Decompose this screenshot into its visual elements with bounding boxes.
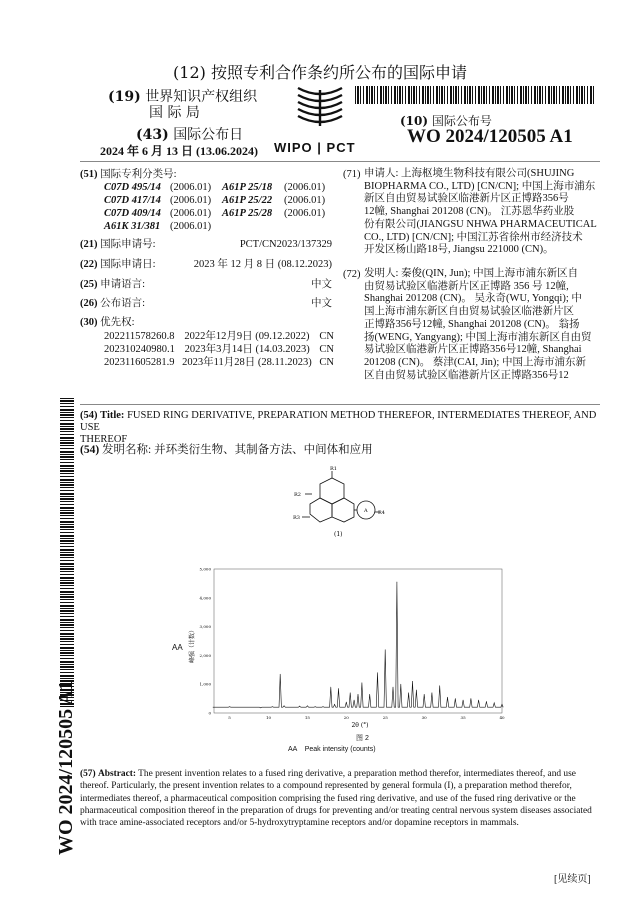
data-point (455, 698, 456, 699)
side-publication-number: WO 2024/120505 A1 (55, 680, 77, 855)
y-tick-label: 3,000 (199, 624, 211, 630)
priority-row: 202311605281.9 2023年11月28日 (28.11.2023) CN (104, 357, 334, 368)
data-point (292, 707, 293, 708)
filing-lang-row: (25) 申请语言: 中文 (80, 279, 332, 290)
data-point (385, 649, 386, 650)
chart-aa-label: AA (172, 643, 183, 652)
data-point (315, 706, 316, 707)
data-point (346, 702, 347, 703)
x-tick-label: 40 (499, 715, 505, 720)
x-ticks (228, 715, 505, 720)
data-point (358, 694, 359, 695)
xrpd-chart-svg (184, 565, 506, 735)
data-point (284, 706, 285, 707)
chemical-structure (290, 462, 390, 542)
data-point (494, 703, 495, 704)
pub-date-heading: (43) 国际公布日 (136, 127, 244, 143)
r2-label: R2 (294, 492, 301, 498)
data-point (447, 697, 448, 698)
x-axis-label: 2θ (°) (351, 722, 369, 729)
inventor-code: (72) (343, 269, 361, 280)
y-tick-label: 1,000 (199, 681, 211, 687)
y-tick-label: 0 (208, 710, 211, 716)
continued-note: [见续页] (554, 874, 591, 885)
data-point (377, 672, 378, 673)
formula-label: (1) (334, 531, 343, 538)
org-sub: 国 际 局 (149, 105, 200, 121)
y-ticks (200, 567, 212, 716)
data-point (260, 708, 261, 709)
data-point (323, 706, 324, 707)
r4-label: R4 (378, 510, 385, 516)
data-point (502, 704, 503, 705)
data-point (307, 706, 308, 707)
app-no-row: (21) 国际申请号: PCT/CN2023/137329 (80, 239, 332, 250)
data-point (393, 687, 394, 688)
data-point (412, 681, 413, 682)
data-point (350, 693, 351, 694)
data-point (432, 693, 433, 694)
abstract-block: (57) Abstract: The present invention relates to a fused ring derivative, a preparation method therefor, intermediates thereof, and use thereof. Particularly, the present invention relates to a compound represented by general formula (I), a preparation method therefor, intermediates thereof, a pharmaceutical composition comprising the fused ring derivative, and use of the fused ring derivative or the pharmaceutical composition thereof in the preparation of drugs for preventing and/or treating central nervous system diseases associated with trace amine-associated receptors and/or 5-hydroxytryptamine receptors and/or dopamine receptors in mammals. (80, 769, 592, 829)
data-point (229, 706, 230, 707)
data-point (471, 698, 472, 699)
title-en: (54) Title: FUSED RING DERIVATIVE, PREPARATION METHOD THEREFOR, INTERMEDIATES THEREOF, AND USE THEREOF (80, 410, 597, 445)
x-tick-label: 30 (421, 715, 427, 720)
filing-date-row: (22) 国际申请日: 2023 年 12 月 8 日 (08.12.2023) (80, 259, 332, 270)
figure-caption: AA Peak intensity (counts) (288, 746, 376, 753)
data-point (416, 690, 417, 691)
ipc-list (104, 181, 344, 233)
plot-border (214, 569, 502, 713)
pub-lang-row: (26) 公布语言: 中文 (80, 298, 332, 309)
ring-a-label: A (364, 508, 368, 514)
data-point (486, 701, 487, 702)
inventor-block: 发明人: 秦俊(QIN, Jun); 中国上海市浦东新区自 由贸易试验区临港新片区正博路 356 号 12幢, Shanghai 201208 (CN)。 吴永奇(WU, Yongqi); 中 国上海市浦东新区自由贸易试验区临港新片区 正博路356号12幢, Shanghai 201208 (CN)。 翁扬 扬(WENG, Yangyang); 中国上海市浦东新区自由贸 易试验区临港新片区正博路356号12幢, Shanghai 201208 (CN)。 蔡津(CAI, Jin); 中国上海市浦东新 区自由贸易试验区临港新片区正博路356号12 (364, 268, 592, 381)
applicant-block: 申请人: 上海枢境生物科技有限公司(SHUJING BIOPHARMA CO., LTD) [CN/CN]; 中国上海市浦东 新区自由贸易试验区临港新片区正博路356号 12幢, Shanghai 201208 (CN)。 江苏恩华药业股 份有限公司(JIANGSU NHWA PHARMACEUTICAL CO., LTD) [CN/CN]; 中国江苏省徐州市经济技术 开发区杨山路18号, Jiangsu 221000 (CN)。 (364, 168, 597, 256)
x-tick-label: 5 (228, 715, 231, 720)
ipc-row: C07D 417/14 (2006.01) A61P 25/22 (2006.01) (104, 195, 326, 206)
pub-no-heading: (10) 国际公布号 (400, 114, 492, 128)
data-point (354, 700, 355, 701)
ipc-row: A61K 31/381 (2006.01) (104, 221, 212, 232)
y-tick-label: 4,000 (199, 595, 211, 601)
data-point (439, 685, 440, 686)
y-axis-label: 峰强（计数） (189, 626, 196, 664)
pub-date-value: 2024 年 6 月 13 日 (13.06.2024) (100, 144, 258, 158)
ipc-block: (51) 国际专利分类号: (80, 169, 177, 180)
y-tick-label: 2,000 (199, 652, 211, 658)
data-points (214, 582, 503, 708)
x-tick-label: 10 (265, 715, 272, 720)
ipc-row: C07D 409/14 (2006.01) A61P 25/28 (2006.01) (104, 208, 326, 219)
diffraction-trace (213, 582, 503, 708)
data-point (408, 693, 409, 694)
data-point (338, 688, 339, 689)
publication-number: WO 2024/120505 A1 (407, 126, 573, 147)
wipo-logo-text: WIPO | PCT (274, 140, 356, 155)
data-point (397, 582, 398, 583)
plot-frame (214, 569, 502, 713)
data-point (299, 706, 300, 707)
data-point (214, 707, 215, 708)
priority-table (104, 330, 334, 369)
data-point (280, 674, 281, 675)
data-point (401, 684, 402, 685)
org-code: (19) (108, 89, 141, 105)
title-zh: (54) 发明名称: 并环类衍生物、其制备方法、中间体和应用 (80, 444, 373, 456)
data-point (369, 694, 370, 695)
wipo-emblem-icon (290, 82, 350, 144)
data-point (245, 707, 246, 708)
applicant-code: (71) (343, 169, 361, 180)
xrpd-chart (184, 565, 506, 735)
wipo-logo (290, 82, 350, 144)
data-point (334, 704, 335, 705)
x-tick-label: 25 (382, 715, 388, 720)
y-tick-label: 5,000 (199, 566, 211, 572)
priority-heading: (30) 优先权: (80, 317, 135, 328)
side-barcode (60, 398, 74, 708)
data-point (463, 700, 464, 701)
r3-label: R3 (293, 515, 300, 521)
org-name: 世界知识产权组织 (145, 89, 258, 105)
data-point (424, 694, 425, 695)
priority-row: 202211578260.8 2022年12月9日 (09.12.2022) CN (104, 331, 334, 342)
priority-row: 202310240980.1 2023年3月14日 (14.03.2023) CN (104, 344, 334, 355)
document-title: (12) 按照专利合作条约所公布的国际申请 (173, 63, 467, 82)
data-point (330, 687, 331, 688)
figure-label: 图 2 (356, 735, 369, 742)
barcode (355, 86, 595, 104)
x-tick-label: 35 (460, 715, 466, 720)
r1-label: R1 (330, 466, 337, 472)
data-point (272, 706, 273, 707)
data-point (362, 682, 363, 683)
data-point (478, 700, 479, 701)
ipc-row: C07D 495/14 (2006.01) A61P 25/18 (2006.01) (104, 182, 326, 193)
x-tick-label: 15 (304, 715, 310, 720)
x-tick-label: 20 (343, 715, 349, 720)
structure-diagram (290, 462, 390, 542)
